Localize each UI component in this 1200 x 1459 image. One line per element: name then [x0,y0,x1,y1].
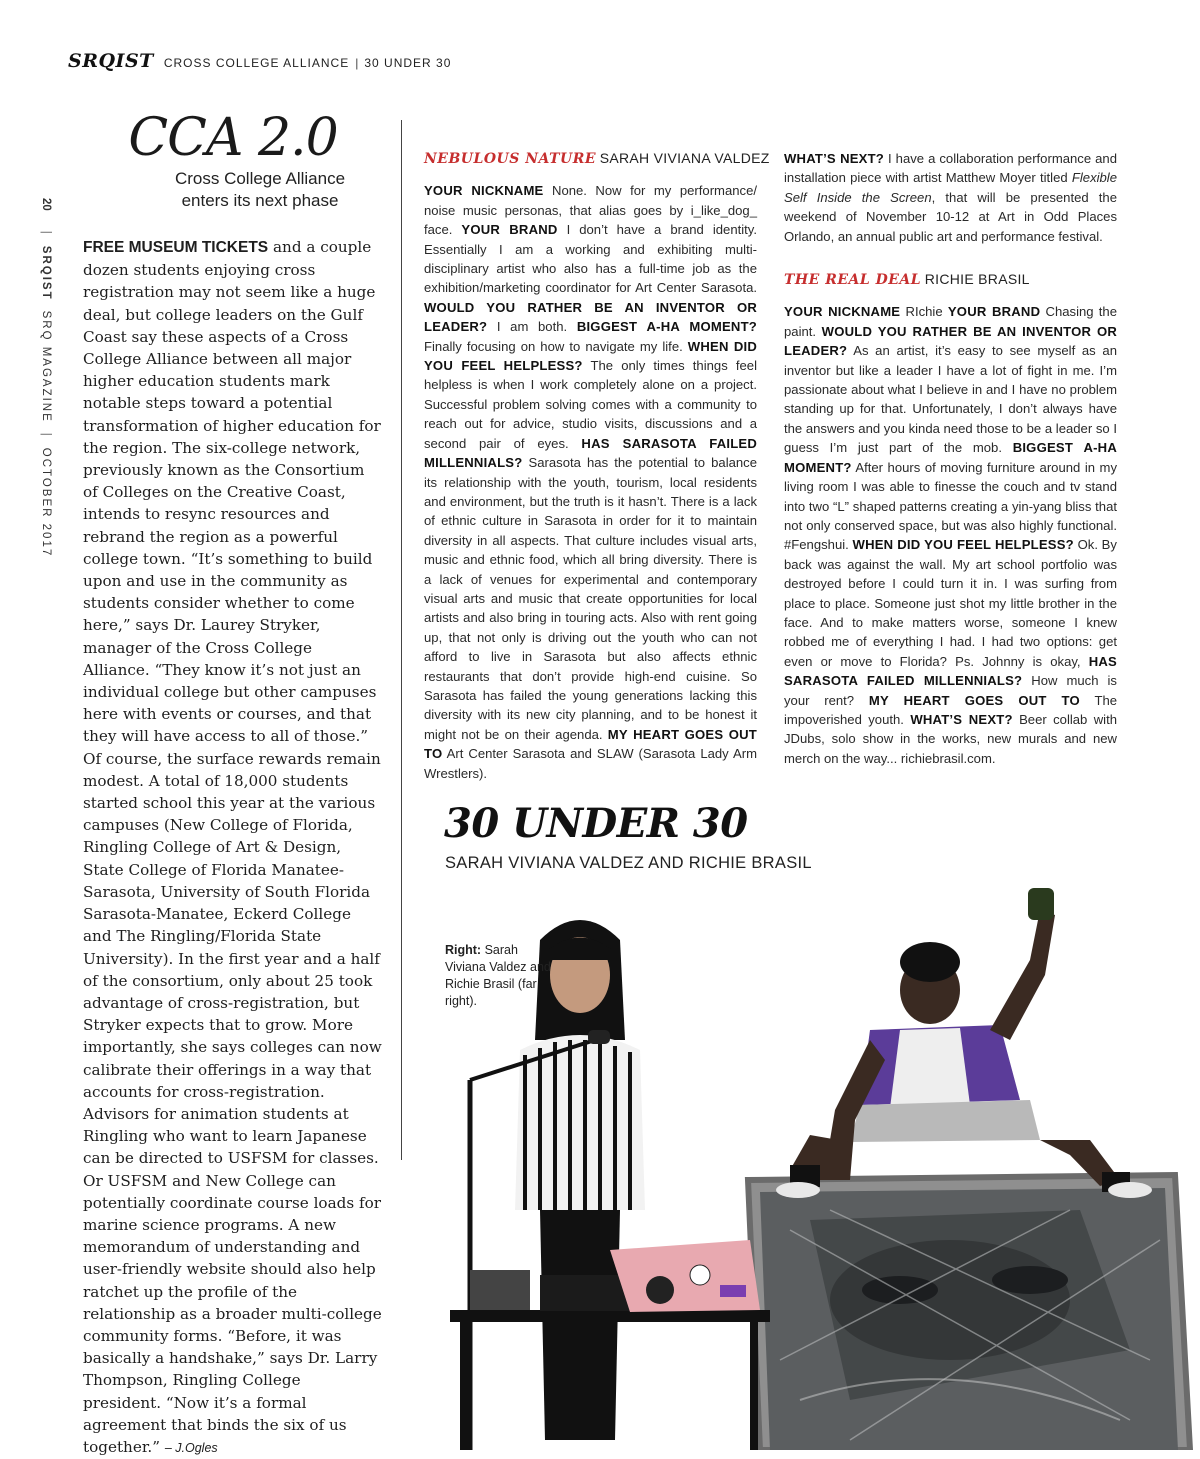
question: YOUR NICKNAME [424,183,544,199]
folio-magazine: SRQ MAGAZINE [40,310,52,423]
question: YOUR BRAND [947,304,1041,320]
answer: After hours of moving furniture around in my living room I was able to finesse the couch and tv stand into two “L” shaped patterns creating a yin-yang bliss that not only conserved space, but was also highly functional. #Fengshui. [784,459,1117,553]
answer: Finally focusing on how to navigate my life. [424,338,688,354]
page-header [68,50,451,76]
question: YOUR BRAND [461,222,558,238]
section-label: CROSS COLLEGE ALLIANCE [163,56,350,70]
question: WHEN DID YOU FEEL HELPLESS? [852,537,1074,553]
answer: Sarasota has the potential to balance its relationship with the youth, tourism, local residents and environment, but the truth is it hasn’t. There is a lack of ethnic culture in Sarasota in order for it to maintain diversity in all aspects. That culture includes visual arts, music and ethnic food, which all bring diversity. There is a lack of venues for experimental and contemporary visual arts and music that create opportunities for local artists and also bring in touring acts. Also with rent going up, that not only is driving out the youth who can not afford to live in Sarasota but also affects ethnic restaurants that don’t provide high-end cuisine. So Sarasota has failed the young generations lacking this diversity with its new city planning, and to be honest it might not be on their agenda. [424,455,757,742]
article-body [83,236,383,1459]
answer: The only times things feel helpless is when I work completely alone on a project. Successful problem solving comes with a community to reach out for advice, studio visits, discussions and a second pair of eyes. [424,358,757,451]
answer: Beer collab with JDubs, solo show in the works, new murals and new merch on the way... richiebrasil.com. [784,711,1117,766]
caption-text: Sarah Viviana Valdez and Richie Brasil (far right). [445,943,551,1008]
article-lead: FREE MUSEUM TICKETS [83,239,269,256]
answer: Art Center Sarasota and SLAW (Sarasota Lady Arm Wrestlers). [424,746,757,781]
photo-caption [445,942,555,1010]
person-richie [776,888,1152,1198]
question: HAS SARASOTA FAILED MILLENNIALS? [424,435,758,471]
article-text: and a couple dozen students enjoying cross registration may not seem like a huge deal, but college leaders on the Gulf Coast say these aspects of a Cross College Alliance between all major higher education students mark notable steps toward a potential transformation of higher education for the region. The six-college network, previously known as the Consortium of Colleges on the Creative Coast, intends to resync resources and rebrand the region as a powerful college town. “It’s something to build upon and use in the community as students consider whether to come here,” says Dr. Laurey Stryker, manager of the Cross College Alliance. “They know it’s not just an individual college but other campuses here with events or courses, and that they will have access to all of those.” Of course, the surface rewards remain modest. A total of 18,000 students started school this year at the various campuses (New College of Florida, Ringling College of Art & Design, State College of Florida Manatee-Sarasota, University of South Florida Sarasota-Manatee, Eckerd College and The Ringling/Florida State University). In the first year and a half of the consortium, only about 25 took advantage of cross-registration, but Stryker expects that to grow. More importantly, she says colleges can now calibrate their offerings in a way that accounts for cross-registration. Advisors for animation students at Ringling who want to learn Japanese can be directed to USFSM for classes. Or USFSM and New College can potentially coordinate course loads for marine science programs. A new memorandum of understanding and user-friendly website should also help ratchet up the profile of the relationship as a broader multi-college community forms. “Before, it was basically a handshake,” says Dr. Larry Thompson, Ringling College president. “Now it’s a formal agreement that binds the six of us together.” [83,238,382,1456]
profile-name: RICHIE BRASIL [924,271,1030,288]
folio-separator: | [40,432,52,438]
answer: I am both. [487,319,577,335]
question: WHAT’S NEXT? [784,151,884,166]
answer: None. Now for my performance/ noise music personas, that alias goes by i_like_dog_ face. [424,183,757,238]
article-signature: – J.Ogles [164,1440,218,1455]
answer: RIchie [900,304,948,320]
answer: , that will be presented the weekend of November 10-12 at Art in Odd Places Orlando, an annual public art and performance festival. [784,189,1117,244]
side-folio [40,198,52,557]
profile-title: THE REAL DEAL [784,272,922,289]
header-separator: | [355,56,359,70]
profile-sarah [424,149,770,783]
question: BIGGEST A-HA MOMENT? [784,440,1117,475]
painting [748,1175,1190,1450]
subsection-label: 30 UNDER 30 [364,56,452,70]
feature-title: 30 UNDER 30 [444,800,748,847]
profile-column-right [784,149,1117,768]
answer: Ok. By back was against the wall. My art school portfolio was destroyed before I could turn it in. I was surfing from place to place. Someone just shot my little brother in the face. And to make matters worse, someone I knew robbed me of everything I had. I had two options: get even or move to Florida? Ps. Johnny is okay, [784,537,1117,669]
folio-brand: SRQIST [40,245,52,301]
folio-separator: | [40,230,52,236]
question: BIGGEST A-HA MOMENT? [576,319,757,335]
question: WHEN DID YOU FEEL HELPLESS? [424,338,757,374]
folio-issue: OCTOBER 2017 [40,447,52,558]
question: WOULD YOU RATHER BE AN INVENTOR OR LEADER? [784,323,1117,359]
profile-heading [424,149,770,169]
magazine-logo: SRQIST [68,50,154,72]
profile-qa-continued [784,149,1117,246]
question: WHAT’S NEXT? [910,711,1013,727]
profile-richie [784,302,1117,768]
answer: How much is your rent? [784,673,1117,708]
question: MY HEART GOES OUT TO [424,726,757,762]
profile-heading [784,270,1117,290]
article-subtitle: Cross College Alliance enters its next phase [174,169,346,210]
answer: I have a collaboration performance and installation piece with artist Matthew Moyer titled [784,151,1117,186]
question: WOULD YOU RATHER BE AN INVENTOR OR LEADER? [424,299,757,335]
profile-title: NEBULOUS NATURE [424,151,597,167]
question: MY HEART GOES OUT TO [868,692,1080,708]
page-number: 20 [40,198,52,211]
article-title: CCA 2.0 [128,108,338,168]
profile-qa [424,181,757,783]
answer: The impoverished youth. [784,692,1118,727]
profile-name: SARAH VIVIANA VALDEZ [599,150,770,166]
answer: As an artist, it’s easy to see myself as an inventor but like a leader I have a lot of fight in me. I’m passionate about what I believe in and I have no problem standing up for that. Unfortunately, I don’t always have the answers and you kinda need those to be a leader so I guess I’m just part of the mob. [784,343,1117,456]
column-divider [401,120,402,1160]
question: HAS SARASOTA FAILED MILLENNIALS? [784,653,1117,689]
answer: I don’t have a brand identity. Essentially I am a working and exhibiting multi-disciplinary artist who also has a full-time job as the exhibition/marketing coordinator for Art Center Sarasota. [424,222,757,296]
answer: Chasing the paint. [784,304,1117,339]
question: YOUR NICKNAME [784,304,901,320]
work-title: Flexible Self Inside the Screen [784,170,1117,205]
feature-subtitle: SARAH VIVIANA VALDEZ AND RICHIE BRASIL [445,854,812,872]
caption-label: Right: [445,943,482,957]
